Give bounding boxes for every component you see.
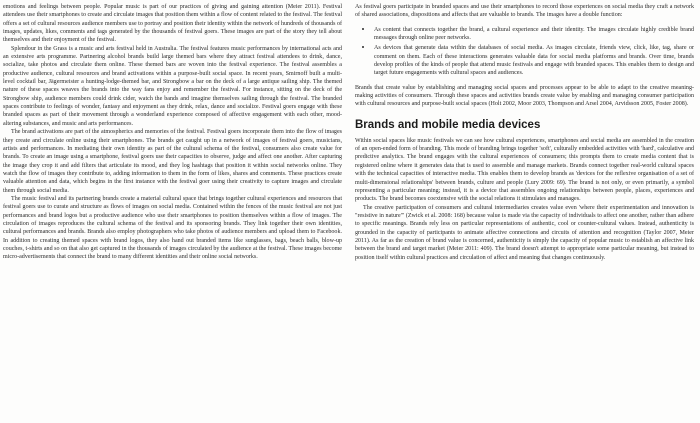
body-paragraph: emotions and feelings between people. Popular music is part of our practices of giving and gaining attention (Meier 2011). Festival attendees use their smartphones to create and circulate images that position them within a flow of content related to the festival. The festival offers a set of cultural resources audience members use to portray and position their identity within the network of hundreds of thousands of images, updates, likes, comments and tags generated by the thousands of festival goers. These images are part of the story they tell about themselves and their enjoyment of the festival. — [3, 4, 342, 44]
bullet-item: • As content that connects together the brand, a cultural experience and their identity. The images circulate highly credible brand messages through online peer networks. — [373, 25, 694, 43]
section-heading: Brands and mobile media devices — [355, 118, 541, 131]
bullet-list — [355, 25, 694, 78]
left-column — [3, 3, 342, 262]
bullet-item: • As devices that generate data within the databases of social media. As images circulate, friends view, click, like, tag, share or comment on them. Each of these interactions generates valuable data for social media platforms and brands. Over time, brands develop profiles of the kinds of people that attend music festivals and engage with branded spaces. This enables them to design and target future engagements with cultural spaces and audiences. — [373, 43, 694, 77]
body-paragraph: Within social spaces like music festivals we can see how cultural experiences, smartphones and social media are assembled in the creation of an open-ended form of branding. This mode of branding brings together 'soft', culturally embedded activities with 'hard', calculative and predictive analytics. The brand engages with the cultural experiences of consumers; this prompts them to create media content that is registered online where it generates data that is used to assemble and manage markets. Brands connect together real-world cultural spaces with the technical capacities of interactive media. This enables them to develop brands as 'devices for the reflexive organisation of a set of multi-dimensional relationships' between brands, culture and people (Lury 2009: 69). The brand is not only, or even primarily, a symbol representing a particular meaning; instead, it is a device that assembles ongoing relationships between people, places, experiences and products. The brand becomes coextensive with the social relations it stimulates and manages. — [355, 137, 694, 203]
body-paragraph: Splendour in the Grass is a music and arts festival held in Australia. The festival features music performances by international acts and an extensive arts programme. Partnering alcohol brands build large themed bars where they attract festival attendees to drink, dance, socialize, take photos and circulate them online. These themed bars are woven into the festival experience. The festival assembles a productive audience, cultural resources and brand activations within a purpose-built social space. In recent years, Smirnoff built a multi-level cocktail bar, Jägermeister a hunting-lodge-themed bar, and Strongbow a bar on the deck of a large antique sailing ship. The themed nature of these spaces weaves the brands into the way fans enjoy and remember the festival. For instance, sitting on the deck of the Strongbow ship, audience members could drink cider, watch the bands and imagine themselves sailing through the festival. The branded spaces contribute to feelings of wonder, fantasy and enjoyment as they drink, relax, dance and socialize. Festival goers engage with these branded spaces as part of their movement through a wonderland experience composed of affective engagement with each other, mood-altering substances, and music and arts performances. — [3, 45, 342, 127]
body-paragraph: The brand activations are part of the atmospherics and memories of the festival. Festival goers incorporate them into the flow of images they create and circulate online using their smartphones. The brands get caught up in a network of images of festival goers, musicians, artists and performances. In mediating their own identity as part of the cultural schema of the festival, consumers also create value for brands. To create an image using a smartphone, festival goers use their capacities to observe, judge and affect one another. After capturing the image they crop it and add filters that articulate its mood, and they log hashtags that position it within social networks online. They watch the flow of images they contribute to, adding information to them in the form of likes, shares and comments. These practices create valuable attention and data, which begins in the first instance with the festival goer using their creativity to capture images and circulate them through social media. — [3, 129, 342, 194]
body-paragraph: Brands that create value by establishing and managing social spaces and processes appear to be able to adapt to the creative meaning-making activities of consumers. Through these spaces and activities brands create value by enabling and managing consumer participation with cultural resources and purpose-built social spaces (Holt 2002, Moor 2003, Thompson and Arsel 2004, Arvidsson 2005, Foster 2008). — [355, 84, 694, 108]
intro-paragraph: As festival goers participate in branded spaces and use their smartphones to record those experiences on social media they craft a network of shared associations, dispositions and affects that are valuable to brands. The images have a double function: — [355, 4, 694, 19]
body-paragraph: The music festival and its partnering brands create a material cultural space that brings together cultural experiences and resources that festival goers use to curate and structure as flows of images on social media. Contained within the fences of the music festival are not just performances and brand logos but a productive audience who use their smartphones to position themselves within a flow of images. The circulation of images reproduces the cultural schema of the festival and its sponsoring brands. They link together their own identities, cultural performances and brands. Brands also employ photographers who take photos of audience members and upload them to Facebook. In addition to creating themed spaces with brand logos, they also hand out branded items like sunglasses, bags, beach balls, blow-up couches, t-shirts and so on that also get captured in the thousands of images circulated by the audience at the festival. These images become micro-advertisements that connect the brand to many different identities and their online social networks. — [3, 195, 342, 261]
body-paragraph: The creative participation of consumers and cultural intermediaries creates value even 'where their experimentation and innovation is "resistive in nature"' (Zwick et al. 2008: 168) because value is made via the capacity of individuals to affect one another, rather than adhere to specific meanings. Brands rely less on particular representations of authentic, cool or counter-cultural values. Instead, authenticity is grounded in the capacity of participants to animate affective connections and circuits of attention and recognition (Taylor 2007, Meier 2011). As far as the creation of brand value is concerned, authenticity is simply the capacity of popular music to establish an affective link between the brand and target market (Meier 2011: 409). The brand doesn't attempt to appropriate some particular meaning, but instead to position itself within cultural practices and circulation of affect and meaning that changes continuously. — [355, 204, 694, 261]
right-column — [355, 3, 694, 262]
